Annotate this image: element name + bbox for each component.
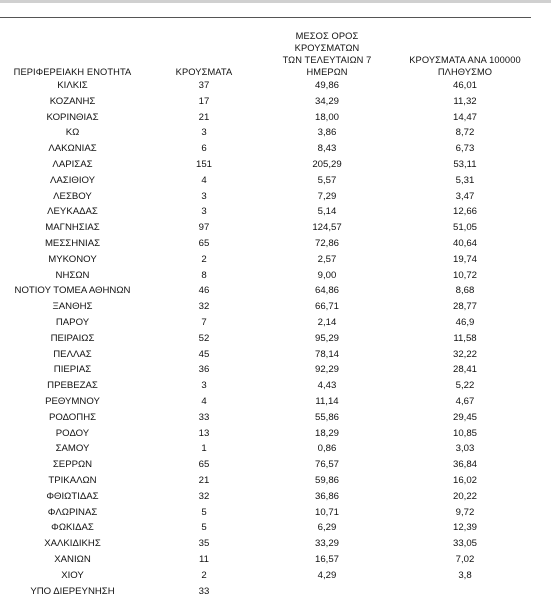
table-row: [0, 426, 551, 442]
header-avg-line-3: ΗΜΕΡΩΝ: [306, 67, 348, 77]
table-row: [0, 220, 551, 236]
table-row: [0, 157, 551, 173]
cell-cases-per-100k: 7,02: [455, 553, 475, 565]
cell-7day-average: 59,86: [314, 474, 339, 486]
cell-region: ΣΕΡΡΩΝ: [52, 459, 93, 471]
header-7day-average: [262, 30, 392, 78]
cell-cases: 5: [201, 506, 207, 518]
cell-cases: 6: [201, 143, 207, 155]
cell-cases: 97: [198, 222, 210, 234]
header-region: [0, 66, 145, 78]
table-header: [0, 32, 551, 78]
cell-7day-average: 64,86: [314, 285, 339, 297]
header-per100k-line-1: ΚΡΟΥΣΜΑΤΑ ΑΝΑ 100000: [409, 55, 521, 65]
table-row: [0, 78, 551, 94]
cell-7day-average: 66,71: [314, 301, 339, 313]
table-row: [0, 268, 551, 284]
table-row: [0, 331, 551, 347]
cell-cases-per-100k: 20,22: [452, 490, 477, 502]
cell-cases-per-100k: 3,03: [455, 443, 475, 455]
cell-cases-per-100k: 28,77: [452, 301, 477, 313]
cell-cases: 21: [198, 474, 210, 486]
cell-7day-average: 7,29: [317, 190, 337, 202]
table-row: [0, 236, 551, 252]
cell-cases: 3: [201, 127, 207, 139]
table-row: [0, 568, 551, 584]
header-avg-line-2: ΤΩΝ ΤΕΛΕΥΤΑΙΩΝ 7: [282, 55, 372, 65]
cell-7day-average: 18,29: [314, 427, 339, 439]
cell-7day-average: 72,86: [314, 237, 339, 249]
cell-region: ΧΑΝΙΩΝ: [54, 553, 91, 565]
table-row: [0, 347, 551, 363]
cell-cases: 21: [198, 111, 210, 123]
cell-cases: 2: [201, 253, 207, 265]
cell-7day-average: 6,29: [317, 522, 337, 534]
cell-cases-per-100k: 36,84: [452, 459, 477, 471]
cell-region: ΜΥΚΟΝΟΥ: [48, 253, 97, 265]
cell-region: ΧΙΟΥ: [61, 569, 84, 581]
table-row: [0, 110, 551, 126]
cell-cases-per-100k: 11,58: [453, 332, 477, 344]
cell-cases: 65: [198, 459, 210, 471]
cell-cases: 35: [198, 538, 210, 550]
header-cases: [164, 66, 244, 78]
cell-region: ΡΟΔΟΥ: [55, 427, 90, 439]
cell-region: ΤΡΙΚΑΛΩΝ: [48, 474, 97, 486]
cell-region: ΠΕΛΛΑΣ: [53, 348, 92, 360]
cell-cases: 4: [201, 174, 207, 186]
cell-cases-per-100k: 3,47: [455, 190, 475, 202]
cell-cases-per-100k: 14,47: [452, 111, 477, 123]
cell-cases-per-100k: 5,22: [455, 380, 475, 392]
cell-7day-average: 2,14: [317, 316, 337, 328]
cell-region: ΦΩΚΙΔΑΣ: [51, 522, 94, 534]
cell-region: ΦΛΩΡΙΝΑΣ: [47, 506, 98, 518]
cell-7day-average: 9,00: [317, 269, 337, 281]
cell-cases: 151: [195, 158, 212, 170]
cell-region: ΝΗΣΩΝ: [55, 269, 90, 281]
table-row: [0, 520, 551, 536]
table-row: [0, 441, 551, 457]
table-row: [0, 505, 551, 521]
cell-region: ΦΘΙΩΤΙΔΑΣ: [46, 490, 99, 502]
table-row: [0, 283, 551, 299]
cell-cases-per-100k: 46,01: [452, 80, 477, 91]
table-row: [0, 299, 551, 315]
cell-region: ΚΟΡΙΝΘΙΑΣ: [46, 111, 99, 123]
cell-7day-average: 4,43: [317, 380, 337, 392]
table-row: [0, 204, 551, 220]
cell-cases: 4: [201, 395, 207, 407]
cell-cases-per-100k: 29,45: [452, 411, 477, 423]
cell-7day-average: 10,71: [314, 506, 339, 518]
header-per100k-line-2: ΠΛΗΘΥΣΜΟ: [437, 67, 493, 77]
cell-7day-average: 8,43: [317, 143, 337, 155]
cell-cases-per-100k: 32,22: [452, 348, 477, 360]
cell-cases-per-100k: 10,85: [452, 427, 477, 439]
cell-cases-per-100k: 11,32: [453, 95, 477, 107]
cell-cases: 65: [198, 237, 210, 249]
cell-cases: 32: [198, 301, 210, 313]
cell-cases-per-100k: 28,41: [452, 364, 477, 376]
cell-7day-average: 5,14: [317, 206, 337, 218]
cell-region: ΠΕΙΡΑΙΩΣ: [50, 332, 95, 344]
cell-cases-per-100k: 4,67: [455, 395, 475, 407]
cell-7day-average: 5,57: [317, 174, 337, 186]
cell-7day-average: 49,86: [314, 80, 339, 91]
header-cases-label: ΚΡΟΥΣΜΑΤΑ: [175, 67, 233, 77]
cell-cases-per-100k: 5,31: [455, 174, 475, 186]
table-row: [0, 410, 551, 426]
table-row: [0, 315, 551, 331]
cell-7day-average: 0,86: [317, 443, 337, 455]
table-row: [0, 394, 551, 410]
cell-region: ΥΠΟ ΔΙΕΡΕΥΝΗΣΗ: [30, 585, 115, 597]
cell-cases: 13: [198, 427, 210, 439]
cell-cases-per-100k: 10,72: [452, 269, 477, 281]
cell-cases: 36: [198, 364, 210, 376]
top-border: [0, 0, 551, 3]
cell-cases-per-100k: 12,39: [452, 522, 477, 534]
cell-region: ΜΕΣΣΗΝΙΑΣ: [44, 237, 101, 249]
cell-cases: 33: [198, 585, 210, 597]
table-row: [0, 189, 551, 205]
cell-cases-per-100k: 8,72: [455, 127, 475, 139]
cell-cases-per-100k: 3,8: [458, 569, 472, 581]
cell-cases-per-100k: 12,66: [452, 206, 477, 218]
cell-cases: 8: [201, 269, 207, 281]
cell-cases: 1: [201, 443, 207, 455]
cell-region: ΧΑΛΚΙΔΙΚΗΣ: [44, 538, 101, 550]
cell-region: ΛΕΥΚΑΔΑΣ: [47, 206, 98, 218]
cell-region: ΚΩ: [65, 127, 80, 139]
cell-cases-per-100k: 16,02: [452, 474, 477, 486]
table-row: [0, 362, 551, 378]
cell-cases: 17: [198, 95, 210, 107]
cell-region: ΠΑΡΟΥ: [55, 316, 90, 328]
cell-7day-average: 92,29: [314, 364, 339, 376]
cell-cases: 52: [198, 332, 210, 344]
cell-cases-per-100k: 40,64: [452, 237, 477, 249]
table-row: [0, 473, 551, 489]
cell-cases: 46: [198, 285, 210, 297]
cell-cases-per-100k: 33,05: [452, 538, 477, 550]
table-row: [0, 457, 551, 473]
cell-region: ΞΑΝΘΗΣ: [52, 301, 93, 313]
cell-7day-average: 16,57: [314, 553, 339, 565]
table-row: [0, 552, 551, 568]
cell-region: ΡΕΘΥΜΝΟΥ: [45, 395, 100, 407]
cell-region: ΣΑΜΟΥ: [55, 443, 90, 455]
cell-cases-per-100k: 9,72: [455, 506, 475, 518]
cell-7day-average: 36,86: [314, 490, 339, 502]
table-row: [0, 584, 551, 600]
cell-7day-average: 33,29: [314, 538, 339, 550]
cell-cases: 3: [201, 190, 207, 202]
cell-region: ΛΑΚΩΝΙΑΣ: [48, 143, 97, 155]
table-row: [0, 252, 551, 268]
cell-cases: 11: [199, 553, 209, 565]
table-row: [0, 141, 551, 157]
table-row: [0, 536, 551, 552]
table-body: [0, 78, 551, 599]
cell-region: ΚΟΖΑΝΗΣ: [49, 95, 96, 107]
cell-7day-average: 34,29: [314, 95, 339, 107]
cell-7day-average: 78,14: [314, 348, 339, 360]
cell-7day-average: 4,29: [317, 569, 337, 581]
header-avg-line-1: ΜΕΣΟΣ ΟΡΟΣ ΚΡΟΥΣΜΑΤΩΝ: [294, 31, 360, 53]
cell-7day-average: 205,29: [312, 158, 342, 170]
cell-7day-average: 55,86: [314, 411, 339, 423]
cell-region: ΚΙΛΚΙΣ: [57, 80, 88, 91]
table-row: [0, 489, 551, 505]
cell-7day-average: 3,86: [317, 127, 337, 139]
cell-cases-per-100k: 19,74: [452, 253, 477, 265]
cell-cases: 2: [201, 569, 207, 581]
header-cases-per-100k: [395, 54, 535, 78]
table-row: [0, 125, 551, 141]
table-row: [0, 378, 551, 394]
cell-cases-per-100k: 6,73: [455, 143, 475, 155]
cell-7day-average: 11,14: [315, 395, 339, 407]
cell-region: ΝΟΤΙΟΥ ΤΟΜΕΑ ΑΘΗΝΩΝ: [14, 285, 131, 297]
cell-region: ΠΡΕΒΕΖΑΣ: [47, 380, 98, 392]
cell-cases-per-100k: 46,9: [455, 316, 475, 328]
cell-cases-per-100k: 8,68: [455, 285, 475, 297]
cell-7day-average: 76,57: [314, 459, 339, 471]
table-row: [0, 94, 551, 110]
cell-cases: 45: [198, 348, 210, 360]
cell-7day-average: 95,29: [314, 332, 339, 344]
cell-cases: 3: [201, 380, 207, 392]
cell-region: ΛΑΡΙΣΑΣ: [52, 158, 93, 170]
cell-region: ΜΑΓΝΗΣΙΑΣ: [45, 222, 100, 234]
top-divider: [0, 17, 531, 18]
cell-region: ΠΙΕΡΙΑΣ: [53, 364, 92, 376]
cell-cases: 5: [201, 522, 207, 534]
table-row: [0, 173, 551, 189]
cell-cases: 37: [198, 80, 210, 91]
cell-region: ΛΑΣΙΘΙΟΥ: [49, 174, 96, 186]
cell-7day-average: 2,57: [317, 253, 337, 265]
cell-cases: 7: [201, 316, 207, 328]
cell-cases-per-100k: 51,05: [452, 222, 477, 234]
cell-7day-average: 18,00: [314, 111, 339, 123]
cell-7day-average: 124,57: [312, 222, 342, 234]
cell-cases: 33: [198, 411, 210, 423]
cell-region: ΛΕΣΒΟΥ: [53, 190, 92, 202]
header-region-label: ΠΕΡΙΦΕΡΕΙΑΚΗ ΕΝΟΤΗΤΑ: [13, 67, 132, 77]
cell-cases: 32: [198, 490, 210, 502]
cell-region: ΡΟΔΟΠΗΣ: [48, 411, 97, 423]
cell-cases: 3: [201, 206, 207, 218]
cell-cases-per-100k: 53,11: [453, 158, 477, 170]
